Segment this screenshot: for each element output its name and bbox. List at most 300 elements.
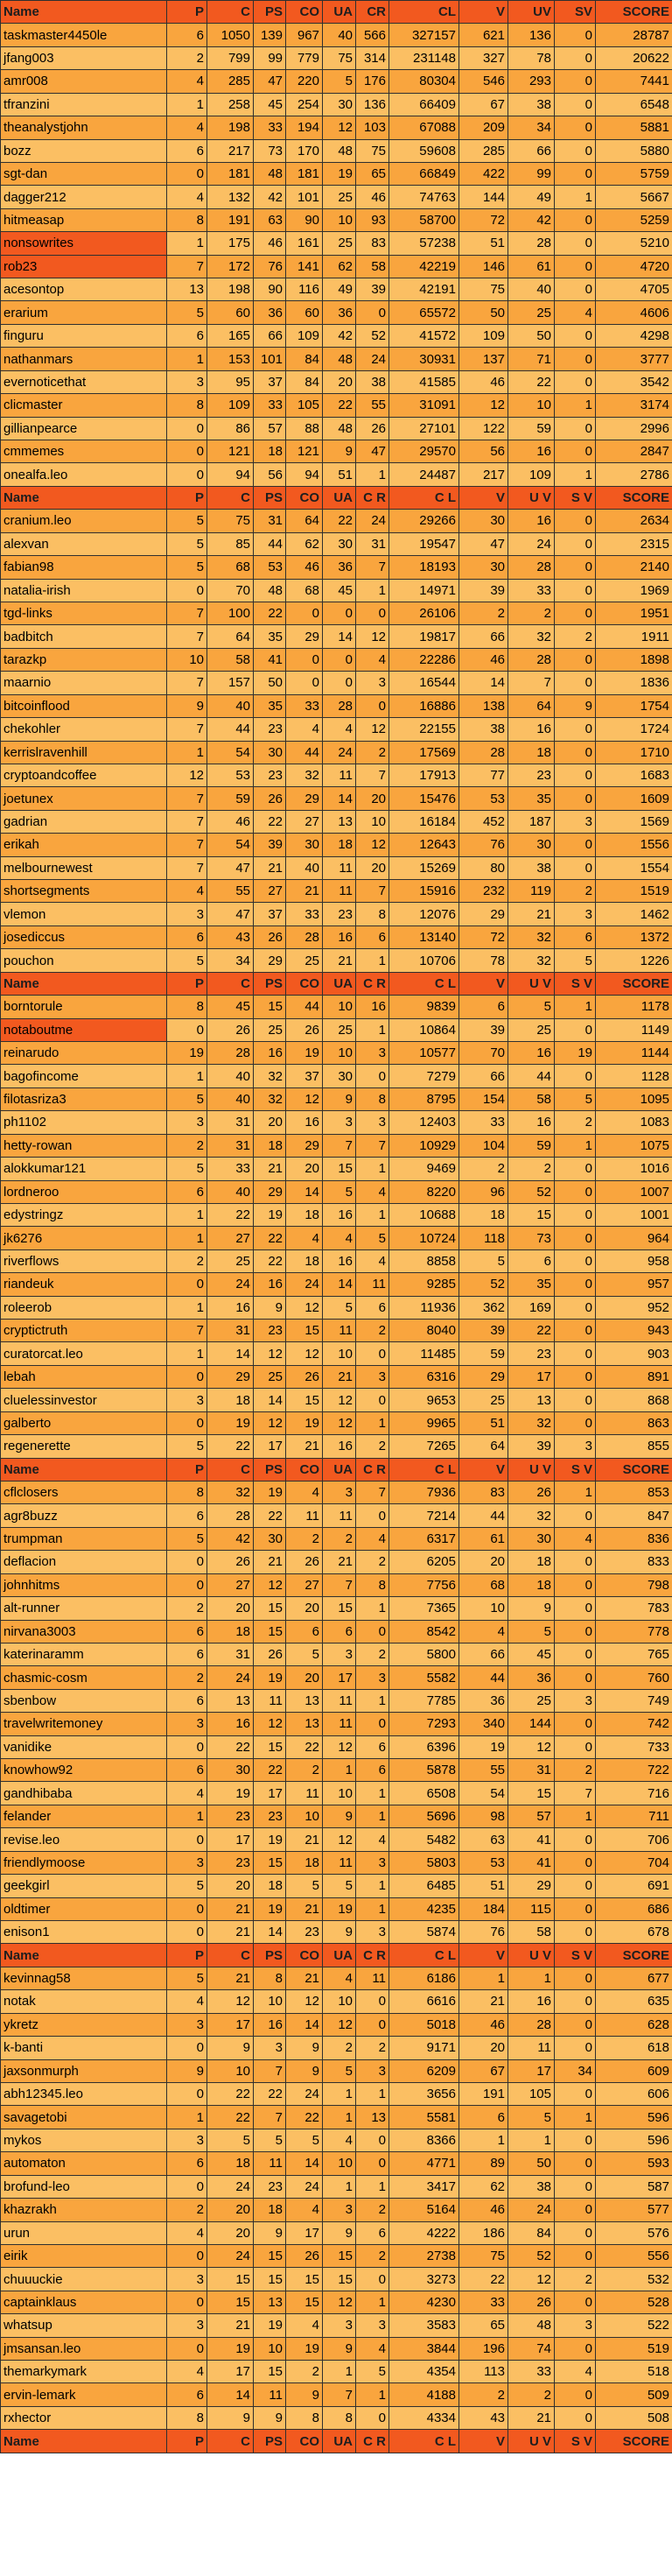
- stat-cr: 7: [356, 1482, 389, 1504]
- stat-ua: 12: [323, 116, 356, 139]
- stat-p: 6: [167, 1504, 207, 1527]
- stat-ua: 10: [323, 208, 356, 231]
- stat-cl: 58700: [389, 208, 459, 231]
- stat-uv: 28: [508, 232, 555, 255]
- stat-ua: 2: [323, 2037, 356, 2059]
- column-header-p: P: [167, 486, 207, 509]
- stat-uv: 21: [508, 2406, 555, 2429]
- stat-uv: 293: [508, 70, 555, 93]
- stat-sv: 9: [555, 694, 596, 717]
- stat-c: 22: [207, 2106, 254, 2129]
- user-name: automaton: [1, 2152, 167, 2175]
- stat-p: 6: [167, 139, 207, 162]
- stat-p: 5: [167, 510, 207, 532]
- stat-p: 0: [167, 2082, 207, 2105]
- stat-c: 19: [207, 2337, 254, 2360]
- stat-score: 1609: [596, 787, 672, 810]
- stat-ps: 15: [254, 1735, 286, 1758]
- stat-uv: 57: [508, 1805, 555, 1827]
- stat-c: 24: [207, 2244, 254, 2267]
- stat-sv: 3: [555, 1435, 596, 1458]
- stat-cr: 0: [356, 1990, 389, 2013]
- stat-p: 3: [167, 2314, 207, 2337]
- stat-ps: 18: [254, 1875, 286, 1897]
- stat-score: 706: [596, 1828, 672, 1851]
- stat-uv: 58: [508, 1921, 555, 1944]
- stat-cr: 0: [356, 1713, 389, 1735]
- user-name: notaboutme: [1, 1018, 167, 1041]
- stat-sv: 0: [555, 24, 596, 46]
- stat-cl: 6317: [389, 1527, 459, 1550]
- stat-c: 12: [207, 1990, 254, 2013]
- table-row: [1, 2314, 672, 2337]
- stat-p: 5: [167, 949, 207, 972]
- stat-v: 61: [459, 1527, 508, 1550]
- stat-uv: 71: [508, 348, 555, 370]
- user-name: vanidike: [1, 1735, 167, 1758]
- stat-p: 2: [167, 46, 207, 69]
- stat-ps: 19: [254, 1897, 286, 1920]
- stat-cr: 7: [356, 764, 389, 786]
- stat-co: 0: [286, 602, 323, 624]
- stat-v: 43: [459, 2406, 508, 2429]
- stat-cr: 1: [356, 1805, 389, 1827]
- stat-cl: 14971: [389, 579, 459, 602]
- stat-sv: 0: [555, 1666, 596, 1689]
- stat-cr: 24: [356, 510, 389, 532]
- user-name: acesontop: [1, 278, 167, 301]
- stat-cr: 6: [356, 926, 389, 948]
- stat-uv: 16: [508, 510, 555, 532]
- table-row: [1, 1158, 672, 1180]
- stat-ua: 3: [323, 1482, 356, 1504]
- user-name: revise.leo: [1, 1828, 167, 1851]
- stat-cr: 20: [356, 787, 389, 810]
- user-name: cmmemes: [1, 440, 167, 463]
- column-header-co: CO: [286, 2430, 323, 2453]
- stat-score: 765: [596, 1643, 672, 1665]
- user-name: cryptoandcoffee: [1, 764, 167, 786]
- stat-co: 181: [286, 162, 323, 185]
- stat-p: 3: [167, 2268, 207, 2291]
- table-row: [1, 1643, 672, 1665]
- stat-cl: 19547: [389, 532, 459, 555]
- stat-cr: 6: [356, 2221, 389, 2244]
- stat-cr: 8: [356, 903, 389, 926]
- stat-cl: 13140: [389, 926, 459, 948]
- stat-cl: 15916: [389, 880, 459, 903]
- stat-cr: 4: [356, 648, 389, 671]
- stat-v: 2: [459, 1158, 508, 1180]
- stat-c: 121: [207, 440, 254, 463]
- stat-c: 191: [207, 208, 254, 231]
- stat-c: 58: [207, 648, 254, 671]
- column-header-ua: UA: [323, 1458, 356, 1481]
- stat-co: 64: [286, 510, 323, 532]
- stat-c: 198: [207, 116, 254, 139]
- user-name: alokkumar121: [1, 1158, 167, 1180]
- stat-p: 6: [167, 2383, 207, 2406]
- stat-c: 285: [207, 70, 254, 93]
- stat-cr: 12: [356, 718, 389, 741]
- table-row: [1, 2013, 672, 2036]
- stat-co: 141: [286, 255, 323, 278]
- stat-ps: 21: [254, 856, 286, 879]
- user-name: mykos: [1, 2129, 167, 2151]
- stat-cr: 7: [356, 880, 389, 903]
- stat-cl: 2738: [389, 2244, 459, 2267]
- stat-v: 10: [459, 1597, 508, 1620]
- stat-ps: 11: [254, 1689, 286, 1712]
- column-header-ua: UA: [323, 972, 356, 995]
- column-header-sv: SV: [555, 1, 596, 24]
- stat-p: 6: [167, 926, 207, 948]
- stat-uv: 28: [508, 556, 555, 579]
- stat-cr: 16: [356, 996, 389, 1018]
- stat-uv: 5: [508, 996, 555, 1018]
- user-name: natalia-irish: [1, 579, 167, 602]
- stat-co: 10: [286, 1805, 323, 1827]
- stat-ua: 16: [323, 1249, 356, 1272]
- table-row: [1, 1065, 672, 1087]
- stat-c: 20: [207, 2199, 254, 2221]
- stat-cl: 9469: [389, 1158, 459, 1180]
- stat-v: 78: [459, 949, 508, 972]
- stat-sv: 0: [555, 672, 596, 694]
- stat-cr: 314: [356, 46, 389, 69]
- table-row: [1, 1875, 672, 1897]
- stat-score: 635: [596, 1990, 672, 2013]
- column-header-ps: PS: [254, 1, 286, 24]
- user-name: evernoticethat: [1, 370, 167, 393]
- stat-cr: 1: [356, 579, 389, 602]
- stat-sv: 0: [555, 1828, 596, 1851]
- stat-cr: 1: [356, 1689, 389, 1712]
- stat-p: 0: [167, 2175, 207, 2198]
- stat-uv: 18: [508, 1573, 555, 1596]
- stat-uv: 36: [508, 1666, 555, 1689]
- stat-cr: 0: [356, 1342, 389, 1365]
- stat-v: 138: [459, 694, 508, 717]
- stat-c: 25: [207, 1249, 254, 1272]
- stat-c: 26: [207, 1018, 254, 1041]
- user-name: lordneroo: [1, 1180, 167, 1203]
- user-name: bagofincome: [1, 1065, 167, 1087]
- stat-p: 1: [167, 348, 207, 370]
- stat-ua: 48: [323, 139, 356, 162]
- stat-sv: 0: [555, 255, 596, 278]
- stat-v: 422: [459, 162, 508, 185]
- stat-ps: 57: [254, 417, 286, 440]
- column-header-name: Name: [1, 1, 167, 24]
- stat-c: 217: [207, 139, 254, 162]
- stat-score: 677: [596, 1967, 672, 1989]
- stat-c: 17: [207, 2361, 254, 2383]
- stat-v: 122: [459, 417, 508, 440]
- stat-co: 22: [286, 1735, 323, 1758]
- user-name: gillianpearce: [1, 417, 167, 440]
- stat-ps: 26: [254, 787, 286, 810]
- stat-co: 29: [286, 1134, 323, 1157]
- stat-co: 161: [286, 232, 323, 255]
- stat-score: 508: [596, 2406, 672, 2429]
- stat-cr: 4: [356, 1180, 389, 1203]
- table-row: [1, 24, 672, 46]
- stat-c: 15: [207, 2291, 254, 2313]
- user-name: sbenbow: [1, 1689, 167, 1712]
- stat-co: 15: [286, 1389, 323, 1411]
- stat-cl: 67088: [389, 116, 459, 139]
- user-name: josediccus: [1, 926, 167, 948]
- stat-sv: 0: [555, 1897, 596, 1920]
- column-header-c: C: [207, 2430, 254, 2453]
- stat-cr: 0: [356, 2013, 389, 2036]
- stat-v: 80: [459, 856, 508, 879]
- stat-uv: 5: [508, 2106, 555, 2129]
- stat-uv: 40: [508, 278, 555, 301]
- stat-cl: 41572: [389, 324, 459, 347]
- stat-ua: 1: [323, 2175, 356, 2198]
- user-name: tgd-links: [1, 602, 167, 624]
- stat-co: 2: [286, 1759, 323, 1782]
- stat-uv: 17: [508, 1365, 555, 1388]
- stat-co: 20: [286, 1597, 323, 1620]
- stat-uv: 32: [508, 1504, 555, 1527]
- stat-sv: 0: [555, 579, 596, 602]
- stat-score: 5880: [596, 139, 672, 162]
- stat-cl: 65572: [389, 301, 459, 324]
- stat-co: 18: [286, 1203, 323, 1226]
- stat-p: 0: [167, 1273, 207, 1296]
- header-row: [1, 1944, 672, 1967]
- stat-ua: 0: [323, 672, 356, 694]
- stat-cr: 2: [356, 2037, 389, 2059]
- stat-co: 22: [286, 2106, 323, 2129]
- table-row: [1, 370, 672, 393]
- table-row: [1, 672, 672, 694]
- stat-cl: 7785: [389, 1689, 459, 1712]
- stat-cl: 5164: [389, 2199, 459, 2221]
- stat-sv: 1: [555, 996, 596, 1018]
- stat-uv: 13: [508, 1389, 555, 1411]
- stat-uv: 1: [508, 2129, 555, 2151]
- stat-v: 44: [459, 1504, 508, 1527]
- stat-c: 175: [207, 232, 254, 255]
- stat-cr: 1: [356, 1597, 389, 1620]
- stat-c: 23: [207, 1851, 254, 1874]
- stat-p: 0: [167, 417, 207, 440]
- stat-ps: 19: [254, 1666, 286, 1689]
- stat-ps: 29: [254, 1180, 286, 1203]
- stat-score: 711: [596, 1805, 672, 1827]
- stat-score: 4606: [596, 301, 672, 324]
- stat-co: 26: [286, 1365, 323, 1388]
- stat-v: 362: [459, 1296, 508, 1319]
- table-row: [1, 1435, 672, 1458]
- stat-ps: 18: [254, 1134, 286, 1157]
- stat-ua: 12: [323, 1828, 356, 1851]
- stat-sv: 0: [555, 1342, 596, 1365]
- table-row: [1, 880, 672, 903]
- stat-p: 9: [167, 2059, 207, 2082]
- stat-p: 6: [167, 24, 207, 46]
- stat-cl: 3583: [389, 2314, 459, 2337]
- stat-c: 40: [207, 1180, 254, 1203]
- stat-p: 1: [167, 1296, 207, 1319]
- stat-v: 53: [459, 1851, 508, 1874]
- table-row: [1, 648, 672, 671]
- stat-cl: 8220: [389, 1180, 459, 1203]
- stat-sv: 0: [555, 232, 596, 255]
- stat-p: 8: [167, 996, 207, 1018]
- table-row: [1, 1573, 672, 1596]
- table-row: [1, 1990, 672, 2013]
- stat-cr: 38: [356, 370, 389, 393]
- stat-co: 0: [286, 648, 323, 671]
- stat-cl: 7214: [389, 1504, 459, 1527]
- stat-cr: 55: [356, 394, 389, 417]
- stat-v: 29: [459, 903, 508, 926]
- stat-uv: 49: [508, 186, 555, 208]
- stat-ua: 0: [323, 602, 356, 624]
- stat-cr: 1: [356, 463, 389, 486]
- user-name: fabian98: [1, 556, 167, 579]
- stat-co: 15: [286, 1320, 323, 1342]
- stat-v: 232: [459, 880, 508, 903]
- stat-sv: 2: [555, 880, 596, 903]
- stat-co: 11: [286, 1782, 323, 1805]
- stat-sv: 0: [555, 1851, 596, 1874]
- stat-co: 13: [286, 1713, 323, 1735]
- stat-ua: 9: [323, 440, 356, 463]
- stat-c: 28: [207, 1041, 254, 1064]
- stat-ua: 12: [323, 2013, 356, 2036]
- table-row: [1, 579, 672, 602]
- stat-cl: 3844: [389, 2337, 459, 2360]
- table-row: [1, 394, 672, 417]
- stat-c: 54: [207, 834, 254, 856]
- stat-co: 25: [286, 949, 323, 972]
- stat-cl: 11485: [389, 1342, 459, 1365]
- user-name: rob23: [1, 255, 167, 278]
- stat-uv: 16: [508, 1111, 555, 1134]
- stat-score: 556: [596, 2244, 672, 2267]
- stat-co: 21: [286, 1967, 323, 1989]
- table-row: [1, 1273, 672, 1296]
- user-name: whatsup: [1, 2314, 167, 2337]
- stat-ua: 40: [323, 24, 356, 46]
- stat-uv: 105: [508, 2082, 555, 2105]
- table-row: [1, 2268, 672, 2291]
- stat-cl: 18193: [389, 556, 459, 579]
- stat-sv: 0: [555, 162, 596, 185]
- stat-c: 165: [207, 324, 254, 347]
- column-header-cl: C L: [389, 2430, 459, 2453]
- stat-score: 1969: [596, 579, 672, 602]
- user-name: oldtimer: [1, 1897, 167, 1920]
- stat-score: 1556: [596, 834, 672, 856]
- stat-cl: 7293: [389, 1713, 459, 1735]
- stat-uv: 78: [508, 46, 555, 69]
- stat-v: 22: [459, 2268, 508, 2291]
- stat-cl: 5800: [389, 1643, 459, 1665]
- table-row: [1, 255, 672, 278]
- stat-c: 40: [207, 1087, 254, 1110]
- stat-score: 1372: [596, 926, 672, 948]
- stat-v: 1: [459, 1967, 508, 1989]
- user-name: filotasriza3: [1, 1087, 167, 1110]
- stat-cr: 1: [356, 1018, 389, 1041]
- stat-cl: 10577: [389, 1041, 459, 1064]
- stat-ua: 5: [323, 2059, 356, 2082]
- stat-v: 51: [459, 1411, 508, 1434]
- stat-uv: 144: [508, 1713, 555, 1735]
- stat-sv: 0: [555, 2175, 596, 2198]
- stat-v: 118: [459, 1227, 508, 1249]
- stat-p: 1: [167, 741, 207, 764]
- column-header-uv: U V: [508, 1458, 555, 1481]
- stat-c: 64: [207, 625, 254, 648]
- stat-c: 54: [207, 741, 254, 764]
- stat-ps: 22: [254, 1504, 286, 1527]
- table-row: [1, 186, 672, 208]
- stat-ua: 7: [323, 1573, 356, 1596]
- stat-v: 184: [459, 1897, 508, 1920]
- user-name: eirik: [1, 2244, 167, 2267]
- stat-cr: 4: [356, 1249, 389, 1272]
- stat-sv: 0: [555, 1296, 596, 1319]
- stat-v: 70: [459, 1041, 508, 1064]
- stat-c: 172: [207, 255, 254, 278]
- stat-co: 9: [286, 2037, 323, 2059]
- stat-ua: 24: [323, 741, 356, 764]
- user-name: gandhibaba: [1, 1782, 167, 1805]
- stat-c: 9: [207, 2037, 254, 2059]
- stat-p: 1: [167, 93, 207, 116]
- stat-ps: 33: [254, 116, 286, 139]
- stat-score: 606: [596, 2082, 672, 2105]
- stat-uv: 41: [508, 1828, 555, 1851]
- stat-cl: 4771: [389, 2152, 459, 2175]
- stat-score: 7441: [596, 70, 672, 93]
- stat-sv: 0: [555, 1990, 596, 2013]
- stat-sv: 1: [555, 1134, 596, 1157]
- stat-p: 3: [167, 370, 207, 393]
- stat-cr: 8: [356, 1087, 389, 1110]
- stat-ua: 15: [323, 1158, 356, 1180]
- stat-v: 50: [459, 301, 508, 324]
- stat-p: 6: [167, 1620, 207, 1643]
- stat-uv: 74: [508, 2337, 555, 2360]
- user-name: finguru: [1, 324, 167, 347]
- column-header-v: V: [459, 1944, 508, 1967]
- stat-p: 0: [167, 1018, 207, 1041]
- stat-v: 67: [459, 93, 508, 116]
- stat-cl: 4230: [389, 2291, 459, 2313]
- column-header-sv: S V: [555, 1944, 596, 1967]
- stat-v: 59: [459, 1342, 508, 1365]
- stat-sv: 0: [555, 1365, 596, 1388]
- stat-v: 217: [459, 463, 508, 486]
- stat-cr: 24: [356, 348, 389, 370]
- stat-cl: 8795: [389, 1087, 459, 1110]
- stat-co: 18: [286, 1851, 323, 1874]
- table-row: [1, 1227, 672, 1249]
- column-header-c: C: [207, 972, 254, 995]
- stat-score: 1016: [596, 1158, 672, 1180]
- user-name: alt-runner: [1, 1597, 167, 1620]
- stat-sv: 0: [555, 440, 596, 463]
